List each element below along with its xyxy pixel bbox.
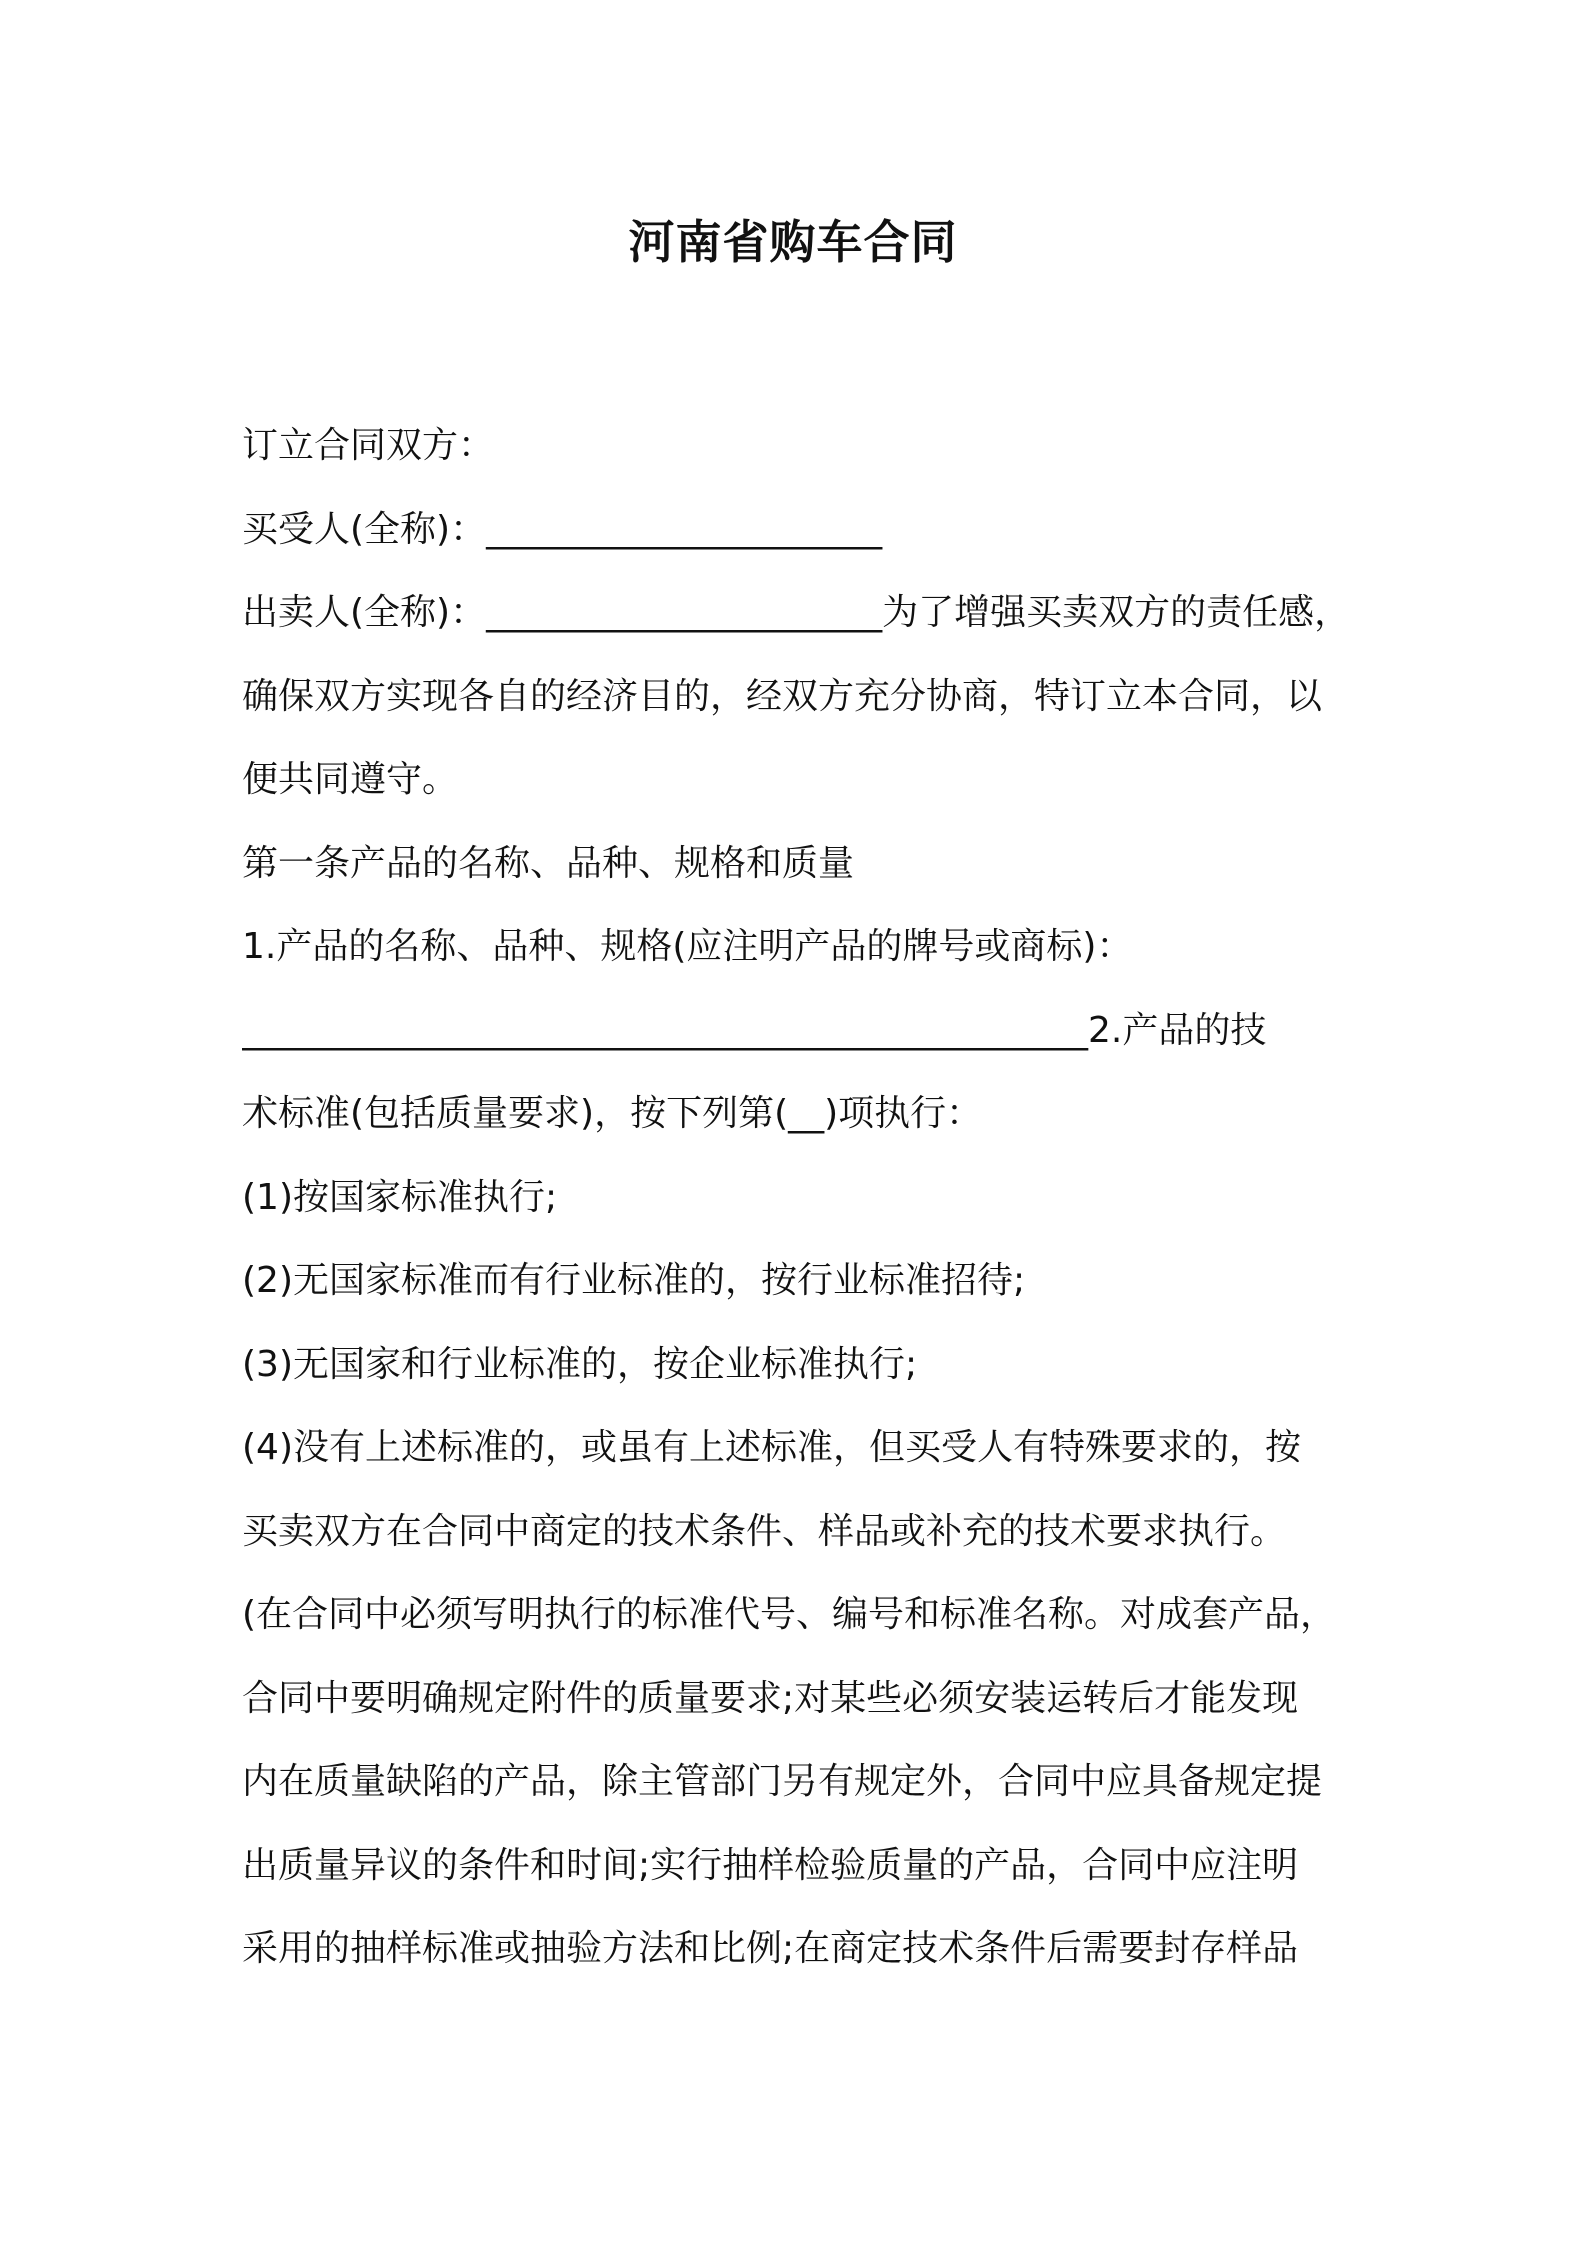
text-line: 出卖人(全称)：______________________为了增强买卖双方的责任感， bbox=[242, 592, 1351, 633]
text-line: 出质量异议的条件和时间;实行抽样检验质量的产品，合同中应注明 bbox=[242, 1844, 1299, 1886]
text-line: (2)无国家标准而有行业标准的，按行业标准招待; bbox=[242, 1260, 1026, 1301]
document-body bbox=[242, 404, 1372, 1991]
text-line: 采用的抽样标准或抽验方法和比例;在商定技术条件后需要封存样品 bbox=[242, 1928, 1299, 1969]
text-line: 买卖双方在合同中商定的技术条件、样品或补充的技术要求执行。 bbox=[242, 1510, 1287, 1552]
text-line: 便共同遵守。 bbox=[242, 759, 459, 800]
document-title: 河南省购车合同 bbox=[628, 215, 958, 269]
text-line: (3)无国家和行业标准的，按企业标准执行; bbox=[242, 1343, 918, 1385]
text-line: 术标准(包括质量要求)，按下列第(__)项执行： bbox=[242, 1093, 983, 1134]
text-line: 买受人(全称)：______________________ bbox=[242, 508, 883, 550]
text-line: 订立合同双方： bbox=[242, 425, 495, 466]
text-line: (1)按国家标准执行; bbox=[242, 1176, 558, 1218]
text-line: 1.产品的名称、品种、规格(应注明产品的牌号或商标)： bbox=[242, 926, 1133, 967]
text-line: (4)没有上述标准的，或虽有上述标准，但买受人有特殊要求的，按 bbox=[242, 1427, 1301, 1468]
text-line: _______________________________________________2.产品的技 bbox=[242, 1009, 1267, 1051]
text-line: 内在质量缺陷的产品，除主管部门另有规定外，合同中应具备规定提 bbox=[242, 1761, 1323, 1802]
text-line: 确保双方实现各自的经济目的，经双方充分协商，特订立本合同，以 bbox=[242, 675, 1323, 717]
section-heading: 第一条产品的名称、品种、规格和质量 bbox=[242, 842, 855, 884]
text-line: 合同中要明确规定附件的质量要求;对某些必须安装运转后才能发现 bbox=[242, 1677, 1299, 1719]
text-line: (在合同中必须写明执行的标准代号、编号和标准名称。对成套产品， bbox=[242, 1594, 1337, 1635]
